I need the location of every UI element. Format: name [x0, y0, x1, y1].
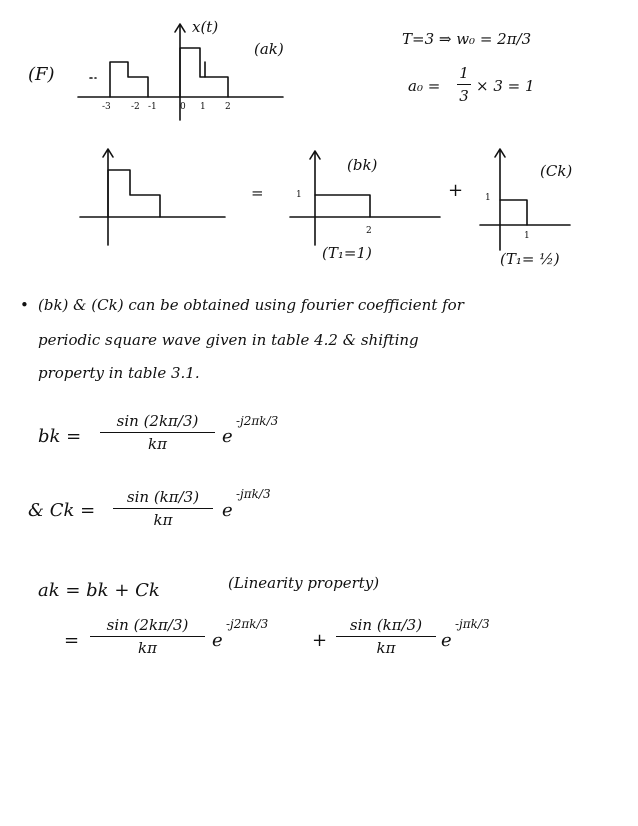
period-line: T=3 ⇒ w₀ = 2π/3: [402, 30, 532, 48]
ak-exp-base-1: e: [212, 630, 223, 651]
bk-tick-label: 2: [366, 226, 372, 236]
a0-fraction: [457, 64, 471, 105]
explanation-line-2: periodic square wave given in table 4.2 & shifting: [38, 331, 419, 349]
equals-sign: =: [251, 184, 264, 202]
bk-exp-base: e: [222, 426, 233, 447]
graph1-tick: 2: [225, 102, 231, 112]
a0-numerator: 1: [459, 64, 469, 82]
graph1-period-left: [110, 62, 148, 97]
ak-exp-base-2: e: [441, 630, 452, 651]
graph1-tick: 1: [200, 102, 206, 112]
graph4-pulse: [500, 200, 527, 225]
ak-plus: +: [312, 630, 328, 651]
bullet: •: [20, 296, 29, 314]
bk-exponent: -j2πk/3: [236, 414, 279, 428]
ck-lhs: & Ck =: [28, 500, 96, 521]
ck-exponent: -jπk/3: [236, 487, 271, 501]
plus-sign: +: [448, 180, 464, 201]
ak-numerator-2: sin (kπ/3): [349, 616, 423, 634]
graph1-tick: -3: [102, 102, 111, 112]
bk-numerator: sin (2kπ/3): [116, 412, 199, 430]
ck-fraction: [113, 488, 213, 529]
bk-tag: (bk): [347, 156, 378, 174]
ak-denominator-1: kπ: [138, 639, 157, 657]
bk-denominator: kπ: [148, 435, 167, 453]
a0-denominator: 3: [459, 87, 469, 105]
linearity-note: (Linearity property): [228, 574, 380, 592]
ak-exponent-2: -jπk/3: [455, 617, 490, 631]
bk-fraction: [100, 412, 215, 453]
ak-numerator-1: sin (2kπ/3): [106, 616, 189, 634]
ak-lhs: ak = bk + Ck: [38, 580, 160, 601]
explanation-line-1: (bk) & (Ck) can be obtained using fourier coefficient for: [38, 296, 464, 314]
bk-height-label: 1: [296, 190, 302, 200]
ck-numerator: sin (kπ/3): [126, 488, 200, 506]
a0-rhs: × 3 = 1: [476, 77, 535, 95]
ck-exp-base: e: [222, 500, 233, 521]
a0-lhs: a₀ =: [408, 77, 441, 95]
graph1-tag: (ak): [254, 40, 284, 58]
graph1-title: x(t): [192, 18, 219, 36]
ak-fraction-2: [336, 616, 436, 657]
graph-composite: [80, 149, 225, 245]
ck-tick-label: 1: [524, 231, 530, 241]
ak-exponent-1: -j2πk/3: [226, 617, 269, 631]
ck-tag: (Ck): [540, 162, 573, 180]
bk-period-label: (T₁=1): [322, 244, 372, 262]
bk-lhs: bk =: [38, 426, 82, 447]
graph1-tick: 0: [180, 102, 186, 112]
part-label: (F): [28, 64, 55, 85]
graph1-tick: -1: [148, 102, 157, 112]
ak-fraction-1: [90, 616, 205, 657]
graph3-pulse: [315, 195, 370, 217]
ck-denominator: kπ: [153, 511, 173, 529]
ak-denominator-2: kπ: [376, 639, 396, 657]
ck-height-label: 1: [485, 193, 491, 203]
ck-period-label: (T₁= ½): [500, 250, 560, 268]
graph1-period-center: [180, 48, 228, 97]
ak-equals: =: [64, 630, 80, 651]
graph2-pulse: [108, 170, 160, 217]
explanation-line-3: property in table 3.1.: [38, 364, 200, 382]
graph1-tick: -2: [131, 102, 140, 112]
